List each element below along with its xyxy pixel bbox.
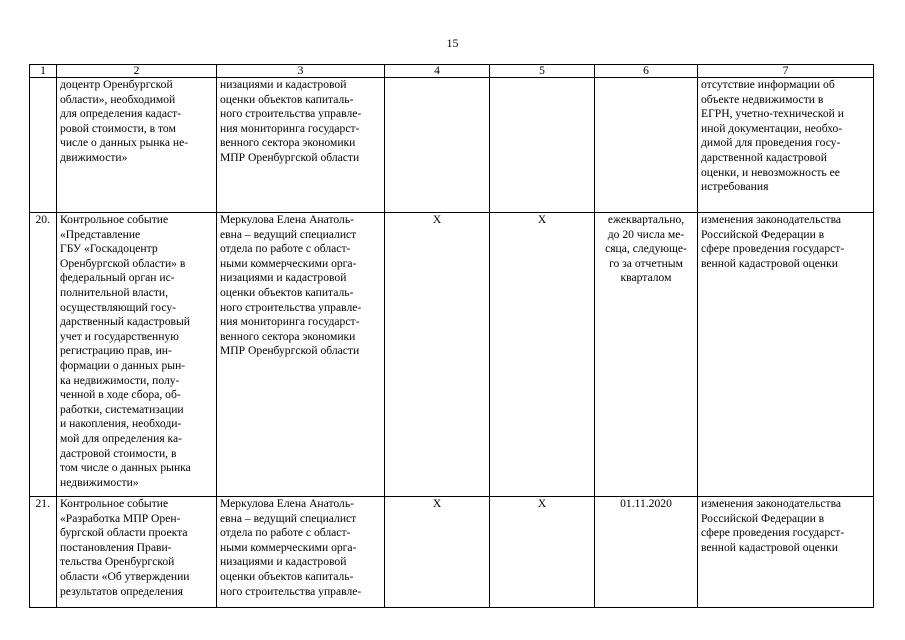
cell-text-line: сфере проведения государст- — [701, 242, 845, 256]
cell-text-line: изменения законодательства — [701, 213, 842, 226]
cell-text-line: дарственной кадастровой — [701, 150, 827, 164]
cell-text-line: ного строительства управле- — [220, 584, 362, 598]
cell-text-line: отдела по работе с област- — [220, 242, 351, 256]
cell-text-line: области», необходимой — [60, 92, 176, 106]
cell-text-line: иной документации, необхо- — [701, 121, 843, 135]
cell-text-line: изменения законодательства — [701, 497, 842, 510]
column-5-cell — [490, 78, 595, 213]
cell-text-line: евна – ведущий специалист — [220, 227, 357, 241]
cell-text-line: венного сектора экономики — [220, 136, 356, 150]
column-number: 3 — [217, 65, 385, 78]
cell-text-line: сфере проведения государст- — [701, 526, 845, 540]
risk-cell — [698, 78, 874, 213]
column-number: 7 — [698, 65, 874, 78]
column-number: 4 — [385, 65, 490, 78]
row-number: 20. — [30, 213, 57, 497]
cell-text-line: низациями и кадастровой — [220, 271, 347, 285]
cell-text-line: формации о данных рын- — [60, 358, 186, 372]
cell-text-line: МПР Оренбургской области — [220, 150, 360, 164]
cell-text-line: Контрольное событие — [60, 497, 169, 510]
cell-text-line: 01.11.2020 — [620, 497, 672, 510]
row-number: 21. — [30, 497, 57, 608]
column-4-cell — [385, 78, 490, 213]
column-4-cell: Х — [385, 213, 490, 497]
cell-text-line: постановления Прави- — [60, 540, 172, 554]
cell-text-line: и накопления, необходи- — [60, 417, 182, 431]
cell-text-line: дарственный кадастровый — [60, 315, 190, 329]
cell-text-line: оценки объектов капиталь- — [220, 285, 354, 299]
cell-text-line: ного строительства управле- — [220, 107, 362, 121]
cell-text-line: «Разработка МПР Орен- — [60, 511, 181, 525]
control-events-table — [29, 64, 874, 608]
column-5-cell: Х — [490, 213, 595, 497]
cell-text-line: ными коммерческими орга- — [220, 256, 357, 270]
cell-text-line: го за отчетным — [609, 256, 683, 270]
risk-cell — [698, 497, 874, 608]
cell-text-line: оценки, и невозможность ее — [701, 165, 840, 179]
cell-text-line: сяца, следующе- — [605, 242, 687, 256]
cell-text-line: недвижимости» — [60, 475, 139, 489]
cell-text-line: низациями и кадастровой — [220, 78, 347, 91]
cell-text-line: дастровой стоимости, в — [60, 446, 177, 460]
cell-text-line: МПР Оренбургской области — [220, 344, 360, 358]
cell-text-line: венного сектора экономики — [220, 329, 356, 343]
table-row — [30, 213, 874, 497]
cell-text-line: регистрацию прав, ин- — [60, 344, 172, 358]
cell-text-line: венной кадастровой оценки — [701, 540, 838, 554]
cell-text-line: оценки объектов капиталь- — [220, 569, 354, 583]
responsible-cell — [217, 213, 385, 497]
cell-text-line: движимости» — [60, 150, 128, 164]
cell-text-line: полнительной власти, — [60, 285, 169, 299]
column-number: 6 — [595, 65, 698, 78]
column-number: 2 — [57, 65, 217, 78]
cell-text-line: том числе о данных рынка — [60, 461, 191, 475]
risk-cell — [698, 213, 874, 497]
cell-text-line: ными коммерческими орга- — [220, 540, 357, 554]
cell-text-line: учет и государственную — [60, 329, 179, 343]
cell-text-line: мой для определения ка- — [60, 431, 183, 445]
cell-text-line: объекте недвижимости в — [701, 92, 824, 106]
cell-text-line: работки, систематизации — [60, 402, 184, 416]
cell-text-line: результатов определения — [60, 584, 183, 598]
cell-text-line: венной кадастровой оценки — [701, 256, 838, 270]
cell-text-line: отдела по работе с област- — [220, 526, 351, 540]
cell-text-line: ния мониторинга государст- — [220, 121, 360, 135]
responsible-cell — [217, 78, 385, 213]
event-cell — [57, 497, 217, 608]
deadline-cell — [595, 497, 698, 608]
cell-text-line: Российской Федерации в — [701, 511, 825, 525]
cell-text-line: ГБУ «Госкадоцентр — [60, 242, 158, 256]
table-row — [30, 78, 874, 213]
page-number: 15 — [446, 36, 459, 50]
column-number: 1 — [30, 65, 57, 78]
column-number-row — [30, 65, 874, 78]
cell-text-line: ЕГРН, учетно-технической и — [701, 107, 844, 121]
cell-text-line: для определения кадаст- — [60, 107, 182, 121]
cell-text-line: Российской Федерации в — [701, 227, 825, 241]
cell-text-line: низациями и кадастровой — [220, 555, 347, 569]
cell-text-line: федеральный орган ис- — [60, 271, 175, 285]
table-row — [30, 497, 874, 608]
cell-text-line: осуществляющий госу- — [60, 300, 176, 314]
cell-text-line: доцентр Оренбургской — [60, 78, 173, 91]
column-number: 5 — [490, 65, 595, 78]
cell-text-line: истребования — [701, 180, 769, 194]
cell-text-line: «Представление — [60, 227, 141, 241]
cell-text-line: ния мониторинга государст- — [220, 315, 360, 329]
cell-text-line: Оренбургской области» в — [60, 256, 186, 270]
cell-text-line: Меркулова Елена Анатоль- — [220, 497, 354, 510]
cell-text-line: до 20 числа ме- — [607, 227, 685, 241]
deadline-cell — [595, 213, 698, 497]
cell-text-line: отсутствие информации об — [701, 78, 835, 91]
cell-text-line: бургской области проекта — [60, 526, 188, 540]
event-cell — [57, 78, 217, 213]
column-5-cell: Х — [490, 497, 595, 608]
cell-text-line: кварталом — [620, 271, 672, 285]
cell-text-line: евна – ведущий специалист — [220, 511, 357, 525]
cell-text-line: ежеквартально, — [607, 213, 685, 226]
deadline-cell — [595, 78, 698, 213]
cell-text-line: ного строительства управле- — [220, 300, 362, 314]
cell-text-line: числе о данных рынка не- — [60, 136, 189, 150]
cell-text-line: тельства Оренбургской — [60, 555, 175, 569]
cell-text-line: димой для проведения госу- — [701, 136, 841, 150]
event-cell — [57, 213, 217, 497]
cell-text-line: ченной в ходе сбора, об- — [60, 388, 181, 402]
responsible-cell — [217, 497, 385, 608]
cell-text-line: Меркулова Елена Анатоль- — [220, 213, 354, 226]
cell-text-line: оценки объектов капиталь- — [220, 92, 354, 106]
row-number — [30, 78, 57, 213]
cell-text-line: ка недвижимости, полу- — [60, 373, 180, 387]
cell-text-line: Контрольное событие — [60, 213, 169, 226]
cell-text-line: области «Об утверждении — [60, 569, 190, 583]
cell-text-line: ровой стоимости, в том — [60, 121, 176, 135]
column-4-cell: Х — [385, 497, 490, 608]
